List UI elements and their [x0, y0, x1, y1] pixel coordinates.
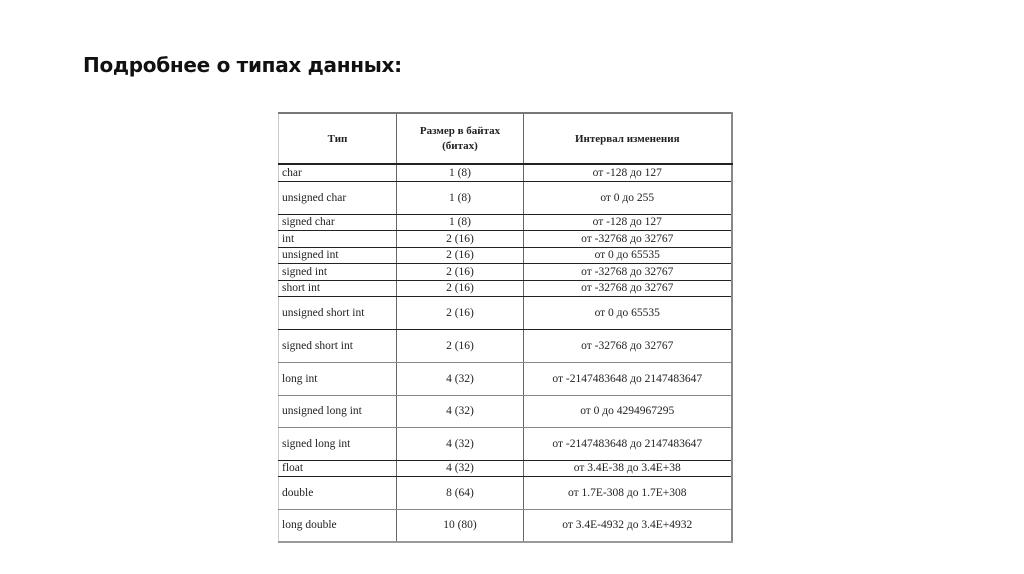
- cell-size: 2 (16): [397, 230, 524, 247]
- table-row: [279, 214, 732, 230]
- cell-size: 4 (32): [397, 362, 524, 395]
- header-size: [397, 113, 524, 164]
- cell-range: от -128 до 127: [524, 214, 732, 230]
- cell-type: double: [279, 476, 397, 509]
- table-row: [279, 427, 732, 460]
- table-row: [279, 329, 732, 362]
- table-row: [279, 164, 732, 181]
- header-type: Тип: [279, 113, 397, 164]
- cell-range: от 3.4E-38 до 3.4E+38: [524, 460, 732, 476]
- cell-size: 8 (64): [397, 476, 524, 509]
- cell-size: 1 (8): [397, 181, 524, 214]
- cell-size: 2 (16): [397, 329, 524, 362]
- cell-size: 10 (80): [397, 509, 524, 542]
- table-row: [279, 181, 732, 214]
- cell-size: 2 (16): [397, 247, 524, 263]
- cell-type: int: [279, 230, 397, 247]
- cell-range: от -32768 до 32767: [524, 230, 732, 247]
- cell-type: unsigned int: [279, 247, 397, 263]
- cell-size: 2 (16): [397, 296, 524, 329]
- table-row: [279, 395, 732, 427]
- table-row: [279, 247, 732, 263]
- cell-range: от -32768 до 32767: [524, 280, 732, 296]
- cell-range: от -128 до 127: [524, 164, 732, 181]
- cell-range: от 1.7E-308 до 1.7E+308: [524, 476, 732, 509]
- header-size-line2: (битах): [442, 140, 478, 152]
- cell-type: char: [279, 164, 397, 181]
- cell-type: long double: [279, 509, 397, 542]
- slide-title: Подробнее о типах данных:: [83, 53, 402, 77]
- cell-type: long int: [279, 362, 397, 395]
- table-row: [279, 230, 732, 247]
- table-row: [279, 263, 732, 280]
- cell-range: от 0 до 4294967295: [524, 395, 732, 427]
- cell-type: float: [279, 460, 397, 476]
- cell-type: unsigned short int: [279, 296, 397, 329]
- cell-range: от 0 до 255: [524, 181, 732, 214]
- cell-size: 4 (32): [397, 427, 524, 460]
- cell-type: signed long int: [279, 427, 397, 460]
- cell-range: от -32768 до 32767: [524, 329, 732, 362]
- data-types-table: [278, 112, 733, 543]
- header-range: Интервал изменения: [524, 113, 732, 164]
- cell-type: short int: [279, 280, 397, 296]
- cell-range: от -2147483648 до 2147483647: [524, 427, 732, 460]
- cell-size: 4 (32): [397, 460, 524, 476]
- cell-size: 2 (16): [397, 280, 524, 296]
- cell-type: signed int: [279, 263, 397, 280]
- cell-size: 2 (16): [397, 263, 524, 280]
- header-size-line1: Размер в байтах: [419, 125, 501, 137]
- cell-size: 1 (8): [397, 214, 524, 230]
- table-row: [279, 296, 732, 329]
- table-row: [279, 476, 732, 509]
- cell-range: от -2147483648 до 2147483647: [524, 362, 732, 395]
- cell-range: от -32768 до 32767: [524, 263, 732, 280]
- table-body: [279, 164, 732, 542]
- table-row: [279, 362, 732, 395]
- cell-type: unsigned long int: [279, 395, 397, 427]
- table-row: [279, 280, 732, 296]
- cell-type: signed short int: [279, 329, 397, 362]
- cell-type: signed char: [279, 214, 397, 230]
- cell-type: unsigned char: [279, 181, 397, 214]
- cell-range: от 3.4E-4932 до 3.4E+4932: [562, 519, 693, 532]
- table-header-row: [279, 113, 732, 164]
- cell-range: от 0 до 65535: [524, 296, 732, 329]
- table-row: [279, 509, 732, 542]
- cell-size: 1 (8): [397, 164, 524, 181]
- cell-size: 4 (32): [397, 395, 524, 427]
- table-row: [279, 460, 732, 476]
- cell-range: от 0 до 65535: [524, 247, 732, 263]
